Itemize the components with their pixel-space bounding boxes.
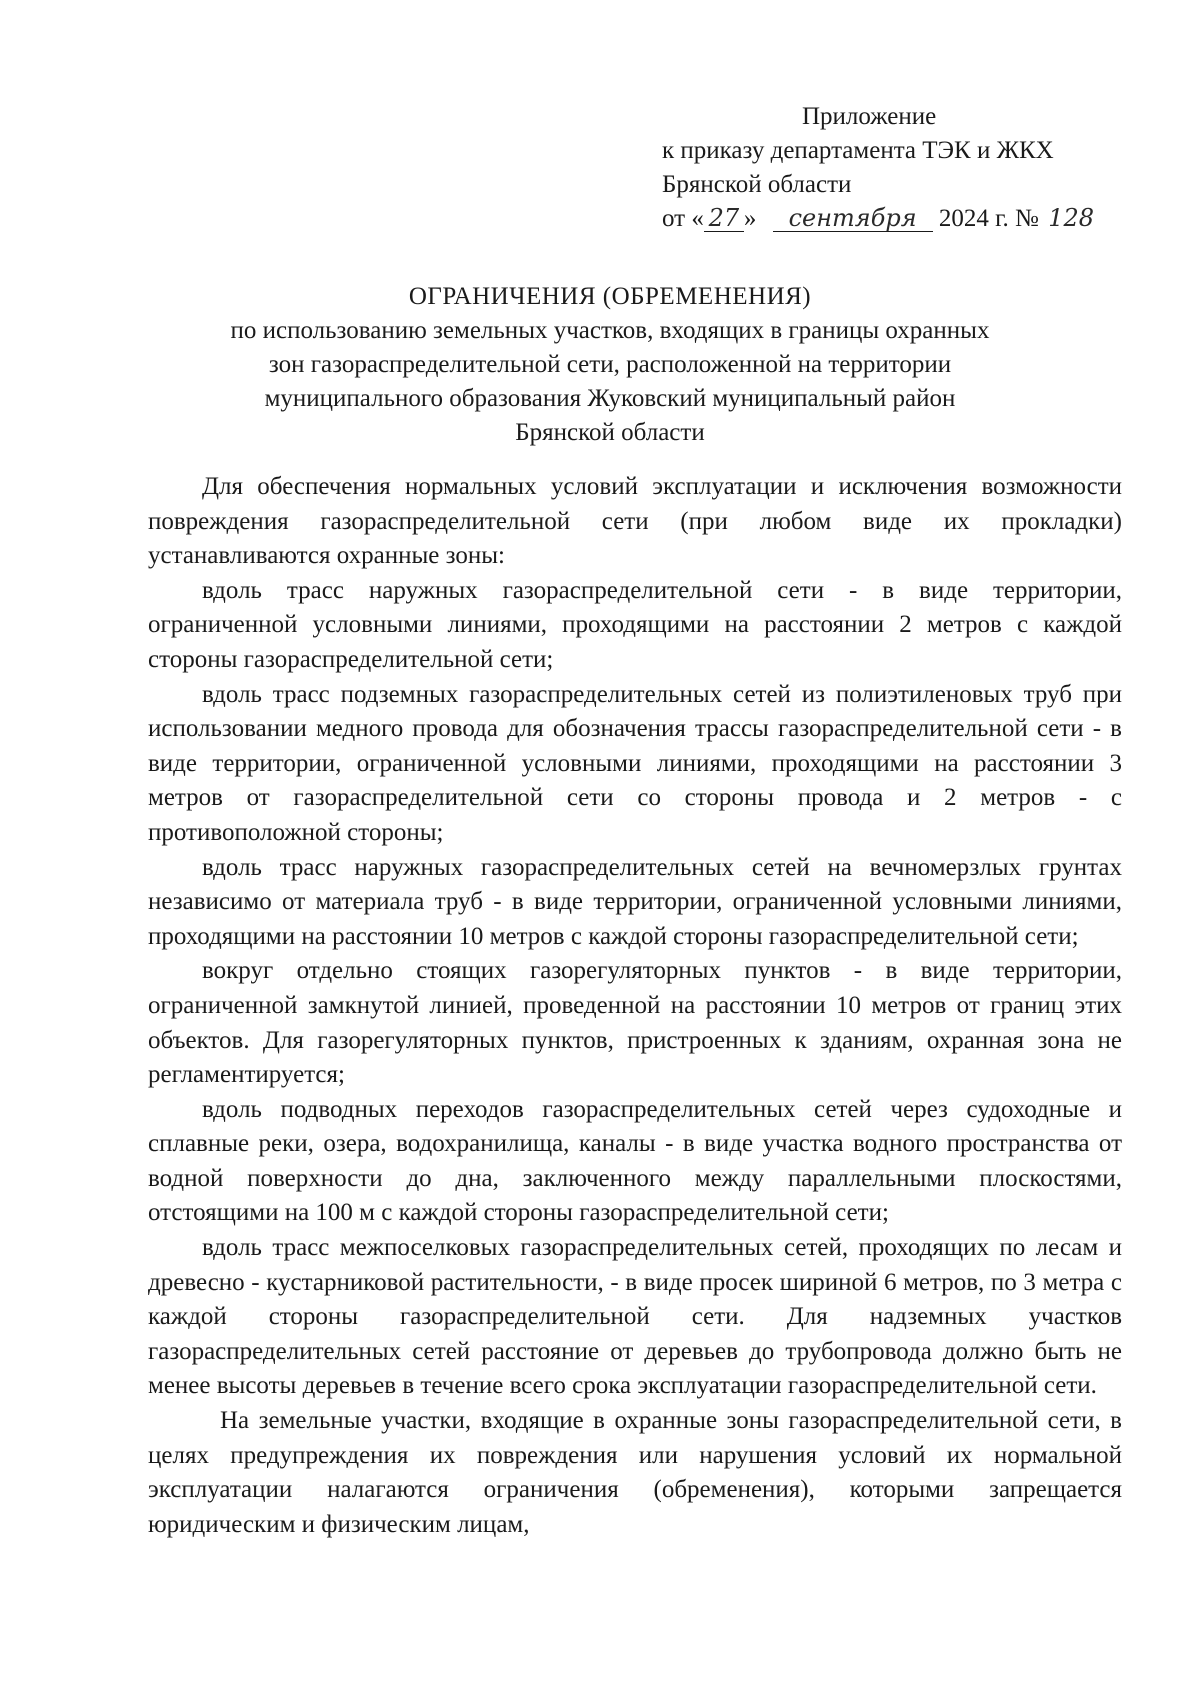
title-subline-3: муниципального образования Жуковский муниципальный район (264, 385, 956, 412)
appendix-header (662, 100, 1142, 236)
body-paragraph: вдоль трасс наружных газораспределительной сети - в виде территории, ограниченной условными линиями, проходящими на расстоянии 2 метров с каждой стороны газораспределительной сети; (148, 576, 1122, 673)
handwritten-day: 27 (704, 205, 744, 232)
date-close-quote: » (743, 205, 757, 232)
document-body (148, 470, 1122, 1542)
date-year: 2024 г. № (938, 205, 1039, 232)
order-date-line (662, 202, 1142, 236)
document-title (150, 280, 1070, 450)
body-paragraph: вдоль трасс межпоселковых газораспределительных сетей, проходящих по лесам и древесно - кустарниковой растительности, - в виде просек шириной 6 метров, по 3 метра с каждой стороны газораспределительной сети. Для надземных участков газораспределительных сетей расстояние от деревьев до трубопровода должно быть не менее высоты деревьев в течение всего срока эксплуатации газораспределительной сети. (148, 1234, 1122, 1400)
body-paragraph: На земельные участки, входящие в охранные зоны газораспределительной сети, в целях предупреждения их повреждения или нарушения условий их нормальной эксплуатации налагаются ограничения (обременения), которыми запрещается юридическим и физическим лицам, (148, 1407, 1122, 1538)
date-prefix: от « (662, 205, 704, 232)
appendix-label: Приложение (802, 103, 937, 130)
order-reference: к приказу департамента ТЭК и ЖКХ (662, 137, 1054, 164)
title-subline-4: Брянской области (515, 419, 705, 446)
region-name: Брянской области (662, 171, 852, 198)
handwritten-order-number: 128 (1048, 204, 1095, 232)
title-subline-2: зон газораспределительной сети, расположенной на территории (268, 351, 952, 378)
body-paragraph: вдоль трасс подземных газораспределительных сетей из полиэтиленовых труб при использовании медного провода для обозначения трассы газораспределительной сети - в виде территории, ограниченной условными линиями, проходящими на расстоянии 3 метров от газораспределительной сети со стороны провода и 2 метров - с противоположной стороны; (148, 680, 1122, 846)
body-paragraph: вокруг отдельно стоящих газорегуляторных пунктов - в виде территории, ограниченной замкнутой линией, проведенной на расстоянии 10 метров от границ этих объектов. Для газорегуляторных пунктов, пристроенных к зданиям, охранная зона не регламентируется; (148, 957, 1122, 1089)
title-subline-1: по использованию земельных участков, входящих в границы охранных (230, 317, 990, 344)
handwritten-month: сентября (773, 205, 933, 232)
body-paragraph: Для обеспечения нормальных условий эксплуатации и исключения возможности повреждения газораспределительной сети (при любом виде их прокладки) устанавливаются охранные зоны: (148, 473, 1122, 570)
body-paragraph: вдоль подводных переходов газораспределительных сетей через судоходные и сплавные реки, озера, водохранилища, каналы - в виде участка водного пространства от водной поверхности до дна, заключенного между параллельными плоскостями, отстоящими на 100 м с каждой стороны газораспределительной сети; (148, 1095, 1122, 1227)
title-heading: ОГРАНИЧЕНИЯ (ОБРЕМЕНЕНИЯ) (408, 283, 812, 310)
body-paragraph: вдоль трасс наружных газораспределительных сетей на вечномерзлых грунтах независимо от материала труб - в виде территории, ограниченной условными линиями, проходящими на расстоянии 10 метров с каждой стороны газораспределительной сети; (148, 853, 1122, 950)
